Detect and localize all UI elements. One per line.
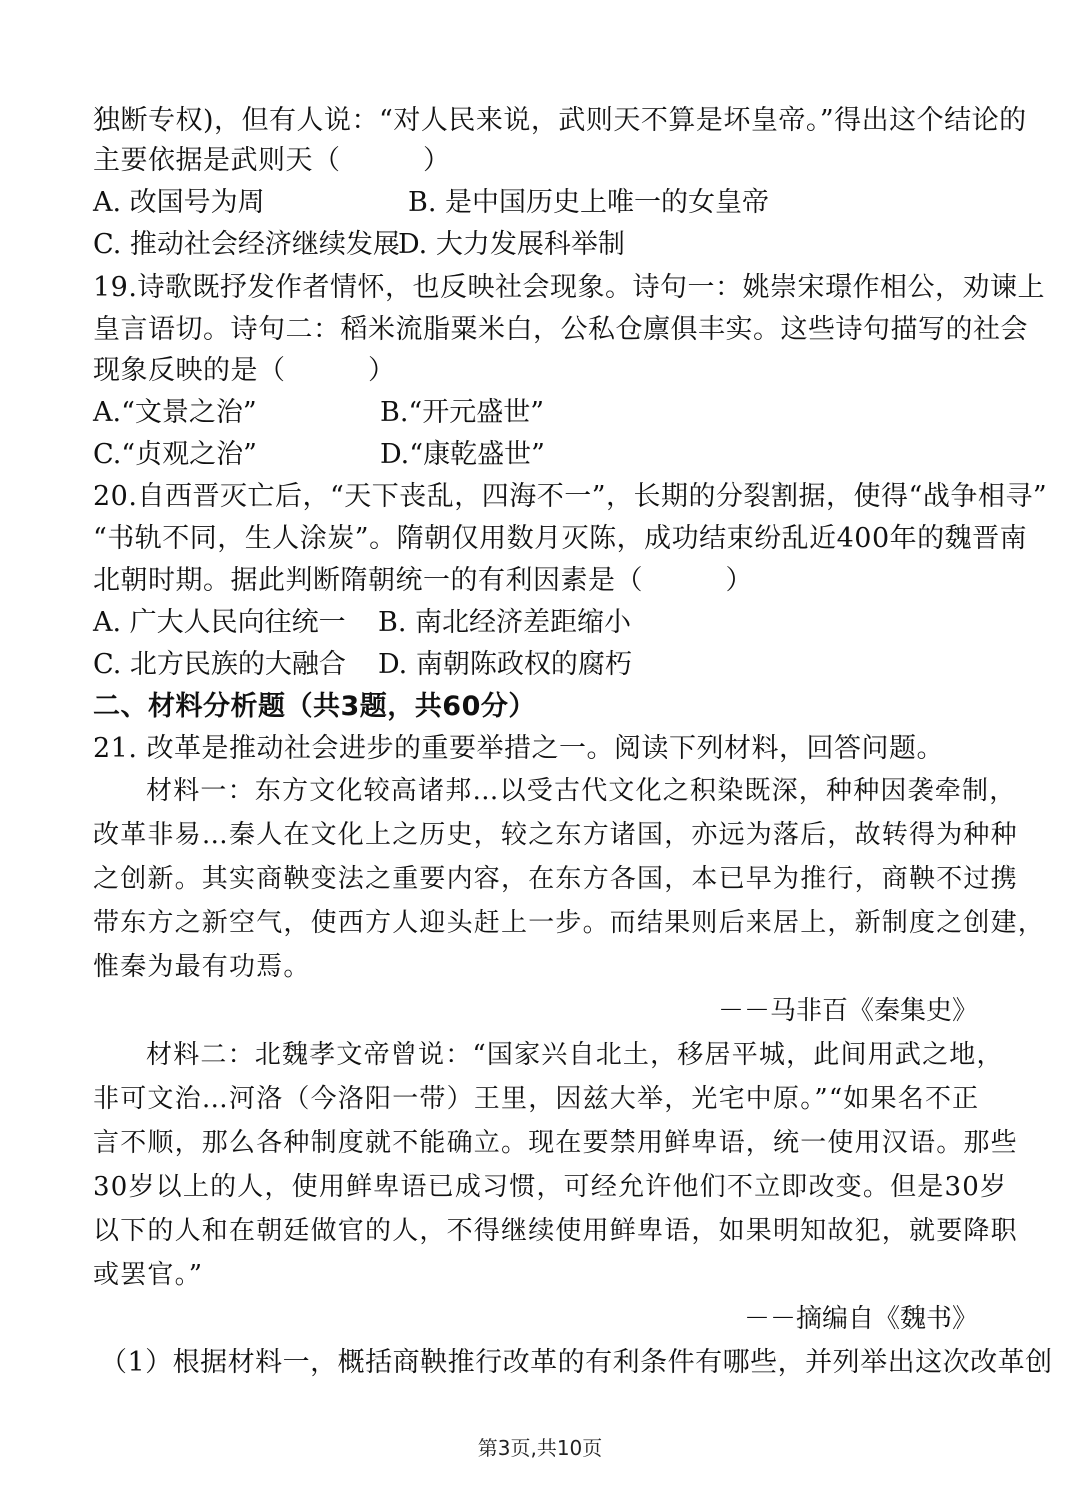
q20-line-1: 20.自西晋灭亡后，“天下丧乱，四海不一”，长期的分裂割据，使得“战争相寻” <box>93 481 1048 512</box>
material-2-line-1: 材料二：北魏孝文帝曾说：“国家兴自北土，移居平城，此间用武之地， <box>146 1040 1004 1070</box>
q21-intro: 21. 改革是推动社会进步的重要举措之一。阅读下列材料，回答问题。 <box>93 733 945 764</box>
material-2-line-2: 非可文治…河洛（今洛阳一带）王里，因兹大举，光宅中原。”“如果名不正 <box>93 1084 980 1114</box>
material-1-line-3: 之创新。其实商鞅变法之重要内容，在东方各国，本已早为推行，商鞅不过携 <box>93 864 1018 894</box>
q18-option-c: C. 推动社会经济继续发展 <box>93 229 400 260</box>
q20-option-c: C. 北方民族的大融合 <box>93 649 346 680</box>
q19-option-b: B.“开元盛世” <box>380 397 545 428</box>
material-2-line-4: 30岁以上的人，使用鲜卑语已成习惯，可经允许他们不立即改变。但是30岁 <box>93 1172 1008 1202</box>
q20-option-b: B. 南北经济差距缩小 <box>378 607 632 638</box>
q20-option-d: D. 南朝陈政权的腐朽 <box>378 649 632 680</box>
q21-sub-question-1: （1）根据材料一，概括商鞅推行改革的有利条件有哪些，并列举出这次改革创 <box>100 1347 1053 1378</box>
material-1-line-2: 改革非易…秦人在文化上之历史，较之东方诸国，亦远为落后，故转得为种种 <box>93 820 1018 850</box>
material-2-line-6: 或罢官。” <box>93 1260 204 1290</box>
material-1-line-5: 惟秦为最有功焉。 <box>93 952 311 982</box>
q19-option-a: A.“文景之治” <box>93 397 257 428</box>
page-number: 第3页,共10页 <box>477 1436 603 1460</box>
material-1-source: －－马非百《秦集史》 <box>717 996 978 1026</box>
material-2-source: －－摘编自《魏书》 <box>743 1304 978 1334</box>
q18-option-d: D. 大力发展科举制 <box>398 229 625 260</box>
q18-option-b: B. 是中国历史上唯一的女皇帝 <box>408 187 770 218</box>
material-1-line-1: 材料一：东方文化较高诸邦…以受古代文化之积染既深，种种因袭牵制， <box>146 776 1017 806</box>
material-2-line-3: 言不顺，那么各种制度就不能确立。现在要禁用鲜卑语，统一使用汉语。那些 <box>93 1128 1018 1158</box>
q19-line-3: 现象反映的是（ ） <box>93 355 396 386</box>
section-2-title: 二、材料分析题（共3题，共60分） <box>93 691 536 722</box>
q18-line-2: 主要依据是武则天（ ） <box>93 145 451 176</box>
q18-line-1: 独断专权)，但有人说：“对人民来说，武则天不算是坏皇帝。”得出这个结论的 <box>93 105 1027 136</box>
q19-option-d: D.“康乾盛世” <box>380 439 545 470</box>
q19-line-1: 19.诗歌既抒发作者情怀，也反映社会现象。诗句一：姚崇宋璟作相公，劝谏上 <box>93 272 1045 303</box>
q20-option-a: A. 广大人民向往统一 <box>93 607 346 638</box>
q20-line-2: “书轨不同，生人涂炭”。隋朝仅用数月灭陈，成功结束纷乱近400年的魏晋南 <box>93 523 1028 554</box>
material-1-line-4: 带东方之新空气，使西方人迎头赶上一步。而结果则后来居上，新制度之创建， <box>93 908 1046 938</box>
q18-option-a: A. 改国号为周 <box>93 187 265 218</box>
q19-line-2: 皇言语切。诗句二：稻米流脂粟米白，公私仓廪俱丰实。这些诗句描写的社会 <box>93 314 1028 345</box>
q20-line-3: 北朝时期。据此判断隋朝统一的有利因素是（ ） <box>93 565 753 596</box>
material-2-line-5: 以下的人和在朝廷做官的人，不得继续使用鲜卑语，如果明知故犯，就要降职 <box>93 1216 1018 1246</box>
q19-option-c: C.“贞观之治” <box>93 439 257 470</box>
